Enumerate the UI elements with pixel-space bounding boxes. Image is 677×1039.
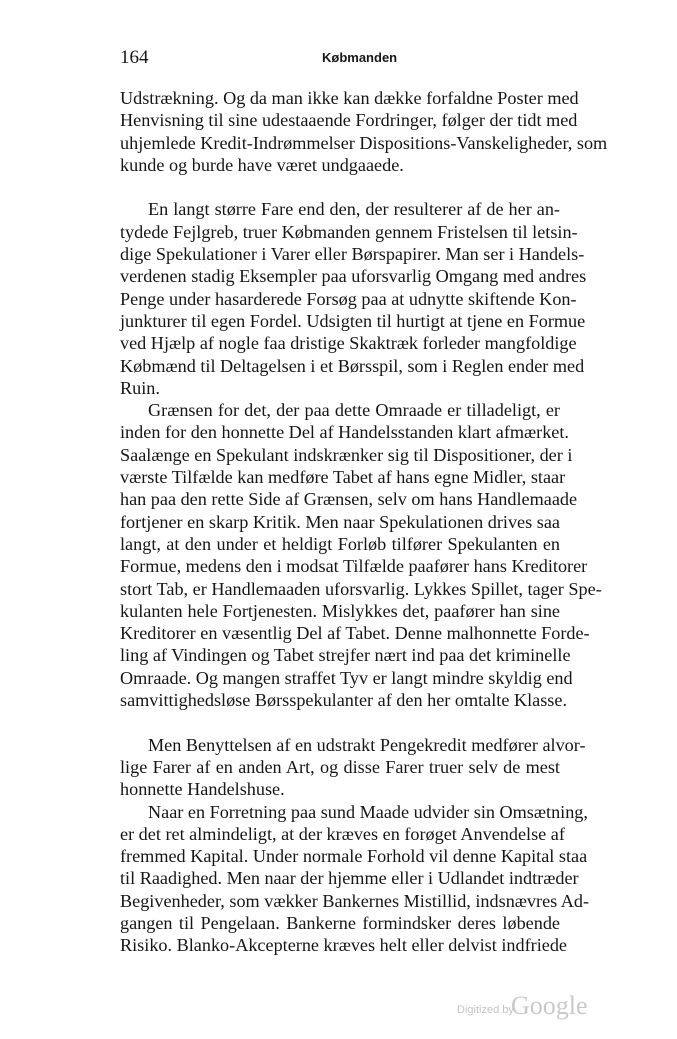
text-line: En langt større Fare end den, der resulterer af de her an- — [148, 199, 560, 220]
text-line: fremmed Kapital. Under normale Forhold vil denne Kapital staa — [120, 846, 588, 867]
text-line: han paa den rette Side af Grænsen, selv om hans Handlemaade — [120, 489, 578, 510]
text-line: Omraade. Og mangen straffet Tyv er langt mindre skyldig end — [120, 667, 573, 688]
text-line: kulanten hele Fortjenesten. Mislykkes det, paafører han sine — [120, 600, 560, 621]
text-line: tydede Fejlgreb, truer Købmanden gennem Fristelsen til letsin- — [120, 221, 578, 242]
page-header — [120, 45, 560, 71]
text-line: ling af Vindingen og Tabet strejfer nært ind paa det kriminelle — [120, 645, 571, 666]
digitized-by-google-watermark — [457, 990, 607, 1026]
text-line: langt, at den under et heldigt Forløb tilfører Spekulanten en — [120, 533, 560, 554]
paragraph — [120, 734, 586, 801]
text-line: gangen til Pengelaan. Bankerne formindsker deres løbende — [120, 912, 560, 933]
running-title: Købmanden — [322, 50, 398, 65]
text-line: kunde og burde have været undgaaede. — [120, 154, 404, 175]
text-line: stort Tab, er Handlemaaden uforsvarlig. Lykkes Spillet, tager Spe- — [120, 578, 602, 599]
text-line: værste Tilfælde kan medføre Tabet af hans egne Midler, staar — [120, 467, 566, 488]
text-line: Men Benyttelsen af en udstrakt Pengekredit medfører alvor- — [148, 734, 586, 755]
text-line: Grænsen for det, der paa dette Omraade er tilladeligt, er — [148, 400, 560, 421]
text-line: samvittighedsløse Børsspekulanter af den her omtalte Klasse. — [120, 690, 567, 711]
text-line: er det ret almindeligt, at der kræves en forøget Anvendelse af — [120, 823, 565, 844]
text-line: ved Hjælp af nogle faa dristige Skaktræk forleder mangfoldige — [120, 333, 577, 354]
page-number: 164 — [120, 47, 149, 68]
text-line: uhjemlede Kredit-Indrømmelser Dispositions-Vanskeligheder, som — [120, 132, 608, 153]
text-line: til Raadighed. Men naar der hjemme eller i Udlandet indtræder — [120, 868, 579, 889]
text-line: dige Spekulationer i Varer eller Børspapirer. Man ser i Handels- — [120, 244, 585, 265]
paragraph-gap — [120, 176, 560, 198]
text-line: lige Farer af en anden Art, og disse Farer truer selv de mest — [120, 756, 560, 777]
paragraph — [120, 801, 590, 957]
text-line: junkturer til egen Fordel. Udsigten til hurtigt at tjene en Formue — [120, 310, 586, 331]
text-line: Naar en Forretning paa sund Maade udvider sin Omsætning, — [148, 801, 588, 822]
text-line: Ruin. — [120, 377, 160, 398]
text-line: Penge under hasarderede Forsøg paa at udnytte skiftende Kon- — [120, 288, 577, 309]
text-line: Risiko. Blanko-Akcepterne kræves helt eller delvist indfriede — [120, 935, 567, 956]
paragraph — [120, 87, 608, 176]
text-line: Saalænge en Spekulant indskrænker sig til Dispositioner, der i — [120, 444, 573, 465]
text-line: Begivenheder, som vækker Bankernes Mistillid, indsnævres Ad- — [120, 890, 590, 911]
google-logo: Google — [511, 991, 588, 1020]
text-line: verdenen stadig Eksempler paa uforsvarlig Omgang med andres — [120, 266, 587, 287]
text-line: Købmænd til Deltagelsen i et Børsspil, som i Reglen ender med — [120, 355, 585, 376]
paragraph — [120, 399, 602, 711]
paragraph-gap — [120, 711, 560, 733]
text-line: honnette Handelshuse. — [120, 779, 285, 800]
text-line: Udstrækning. Og da man ikke kan dække forfaldne Poster med — [120, 88, 579, 108]
text-line: Kreditorer en væsentlig Del af Tabet. Denne malhonnette Forde- — [120, 623, 590, 644]
text-line: inden for den honnette Del af Handelsstanden klart afmærket. — [120, 422, 569, 443]
watermark-prefix: Digitized by — [457, 1004, 514, 1016]
text-line: Formue, medens den i modsat Tilfælde paafører hans Kreditorer — [120, 556, 588, 577]
body-text — [120, 87, 608, 957]
paragraph — [120, 198, 587, 399]
text-line: Henvisning til sine udestaaende Fordringer, følger der tidt med — [120, 110, 578, 131]
text-line: fortjener en skarp Kritik. Men naar Spekulationen drives saa — [120, 511, 560, 532]
